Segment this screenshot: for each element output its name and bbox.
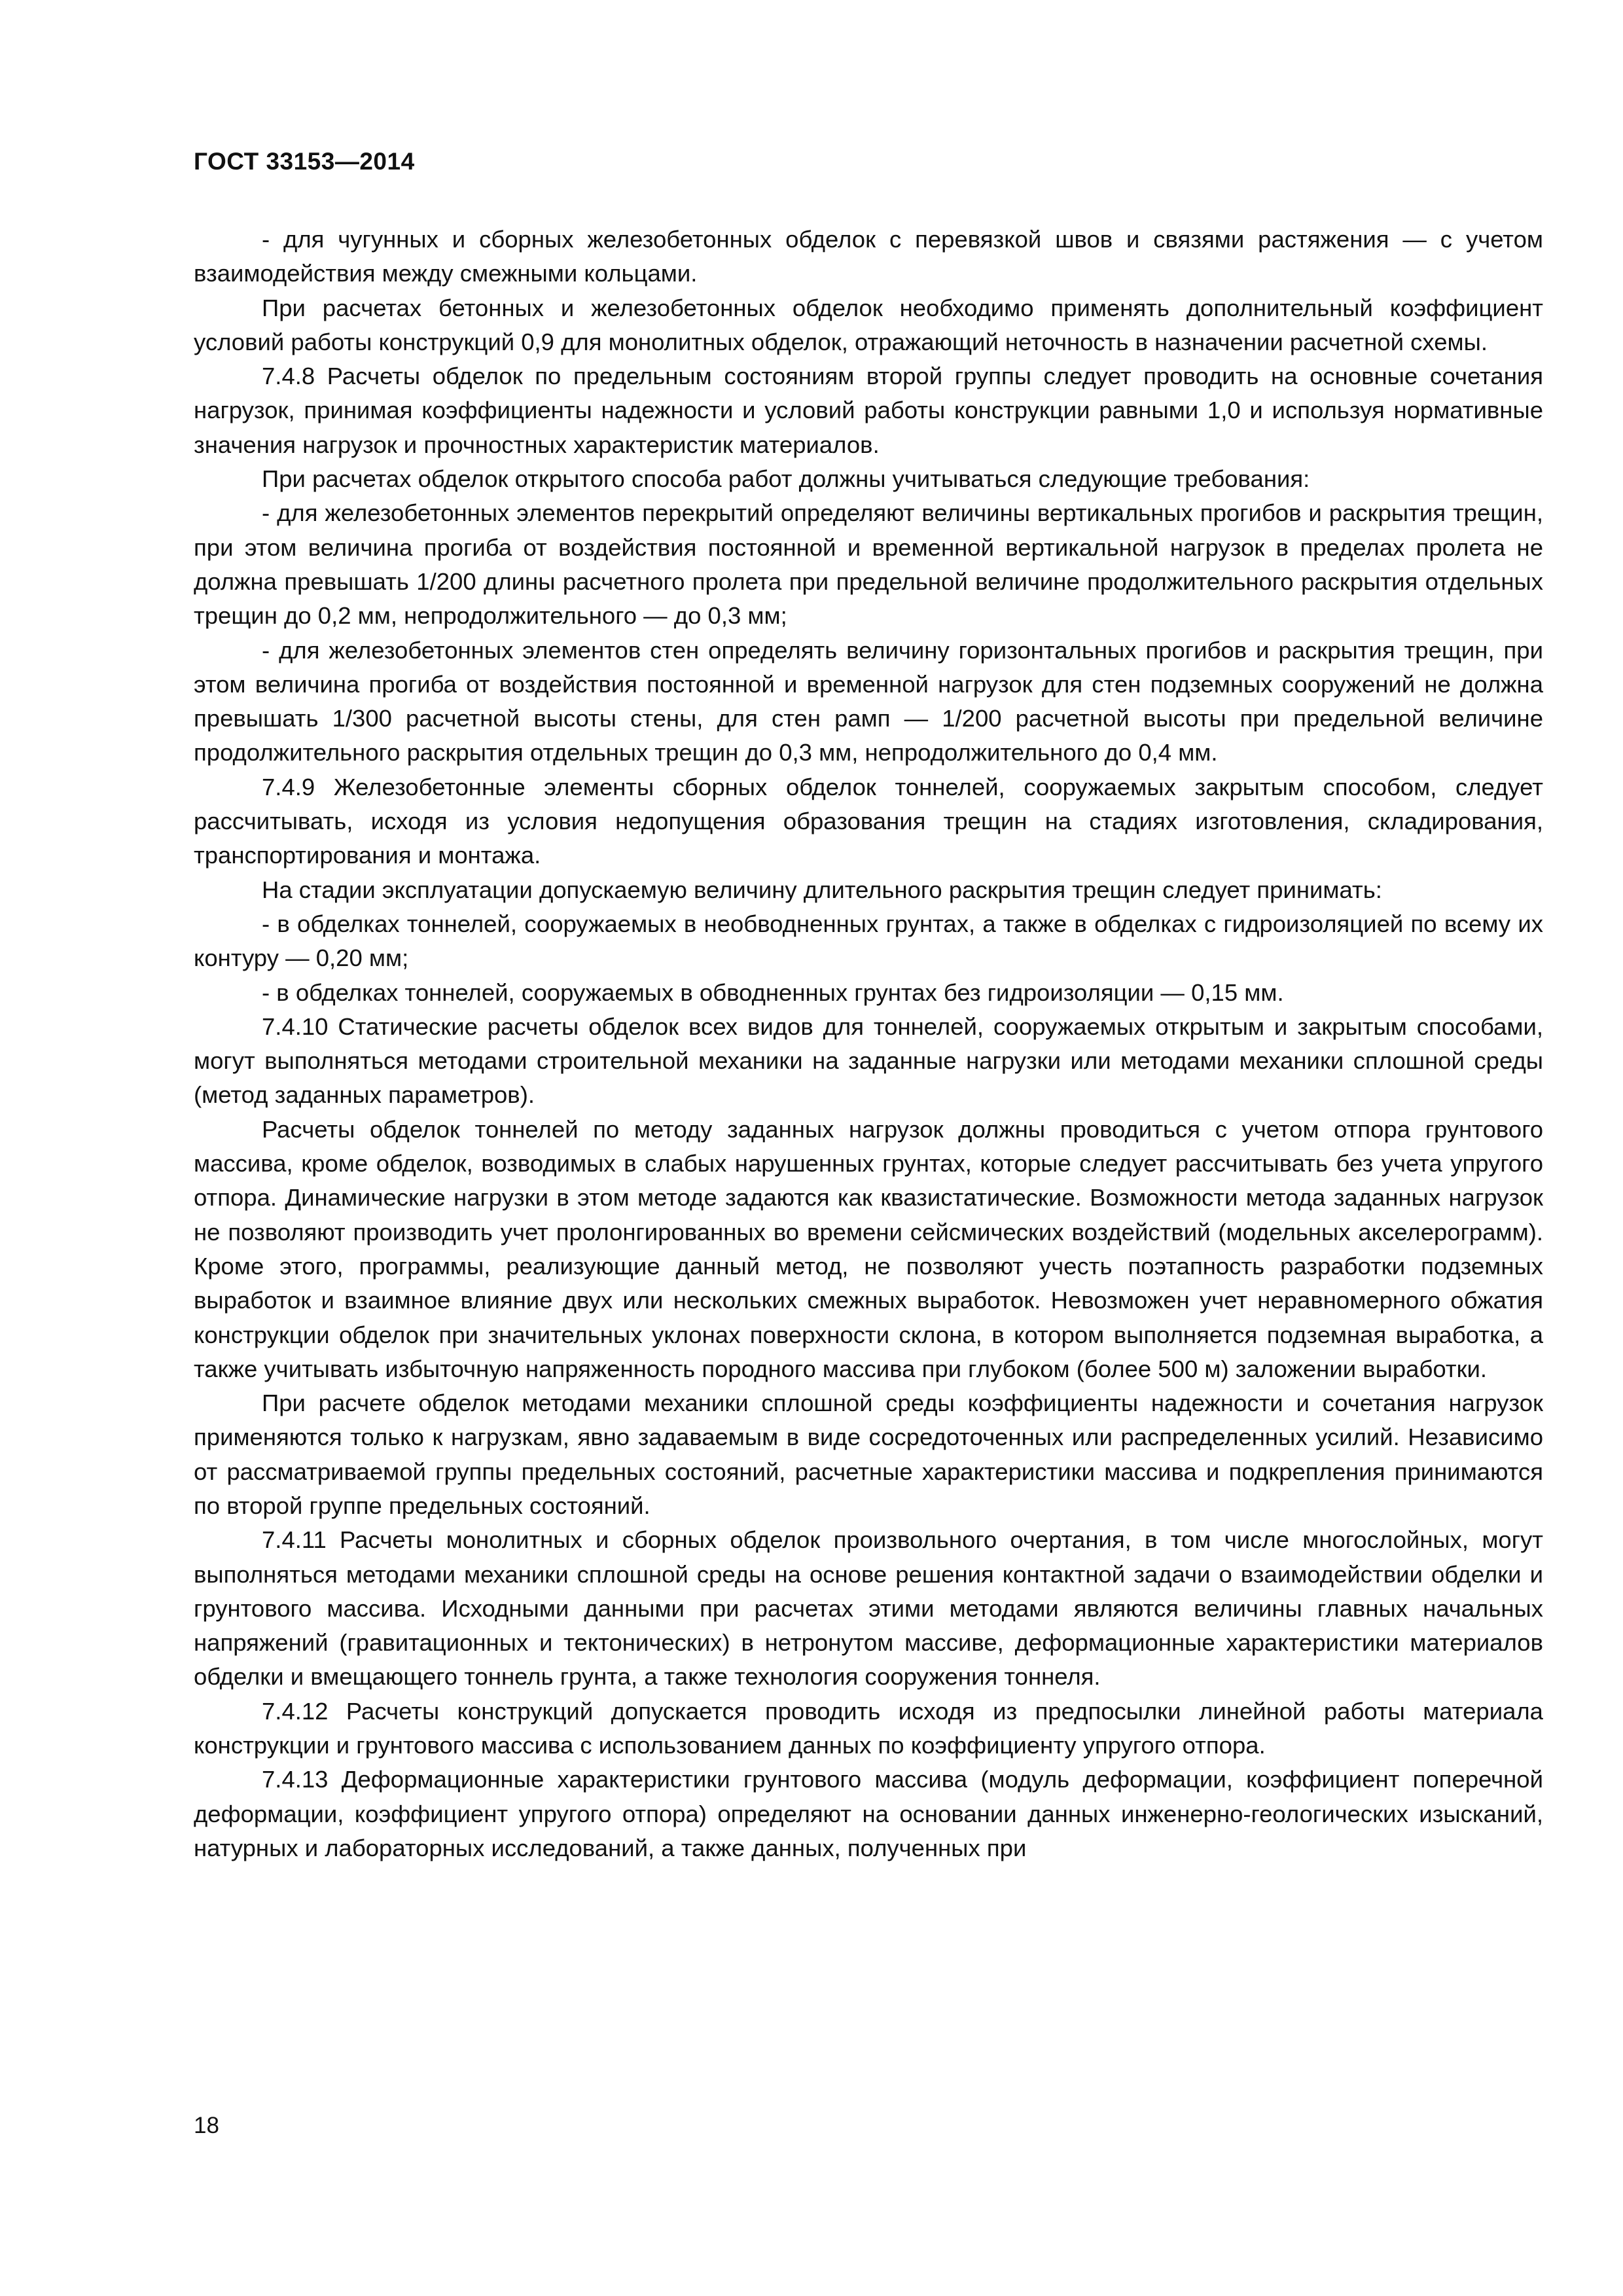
paragraph: 7.4.8 Расчеты обделок по предельным состояниям второй группы следует проводить на основные сочетания нагрузок, принимая коэффициенты надежности и условий работы конструкции равными 1,0 и используя нормативные значения нагрузок и прочностных характеристик материалов.: [194, 363, 1543, 458]
paragraph: При расчете обделок методами механики сплошной среды коэффициенты надежности и сочетания нагрузок применяются только к нагрузкам, явно задаваемым в виде сосредоточенных или распределенных усилий. Независимо от рассматриваемой группы предельных состояний, расчетные характеристики массива и подкрепления принимаются по второй группе предельных состояний.: [194, 1390, 1543, 1519]
paragraph: - для железобетонных элементов стен определять величину горизонтальных прогибов и раскрытия трещин, при этом величина прогиба от воздействия постоянной и временной нагрузок для стен подземных сооружений не должна превышать 1/300 расчетной высоты стены, для стен рамп — 1/200 расчетной высоты при предельной величине продолжительного раскрытия отдельных трещин до 0,3 мм, непродолжительного до 0,4 мм.: [194, 636, 1543, 766]
paragraph: 7.4.13 Деформационные характеристики грунтового массива (модуль деформации, коэффициент поперечной деформации, коэффициент упругого отпора) определяют на основании данных инженерно-геологических изысканий, натурных и лабораторных исследований, а также данных, полученных при: [194, 1766, 1543, 1861]
standard-header: ГОСТ 33153—2014: [194, 148, 415, 175]
document-body: [194, 223, 1543, 1865]
page-number: 18: [194, 2113, 219, 2138]
paragraph: 7.4.10 Статические расчеты обделок всех видов для тоннелей, сооружаемых открытым и закрытым способами, могут выполняться методами строительной механики на заданные нагрузки или методами механики сплошной среды (метод заданных параметров).: [194, 1013, 1543, 1109]
paragraph: - для чугунных и сборных железобетонных обделок с перевязкой швов и связями растяжения — с учетом взаимодействия между смежными кольцами.: [194, 226, 1543, 287]
paragraph: 7.4.12 Расчеты конструкций допускается проводить исходя из предпосылки линейной работы материала конструкции и грунтового массива с использованием данных по коэффициенту упругого отпора.: [194, 1697, 1543, 1759]
paragraph: 7.4.11 Расчеты монолитных и сборных обделок произвольного очертания, в том числе многослойных, могут выполняться методами механики сплошной среды на основе решения контактной задачи о взаимодействии обделки и грунтового массива. Исходными данными при расчетах этими методами являются величины главных начальных напряжений (гравитационных и тектонических) в нетронутом массиве, деформационные характеристики материалов обделки и вмещающего тоннель грунта, а также технология сооружения тоннеля.: [194, 1526, 1543, 1691]
paragraph: 7.4.9 Железобетонные элементы сборных обделок тоннелей, сооружаемых закрытым способом, следует рассчитывать, исходя из условия недопущения образования трещин на стадиях изготовления, складирования, транспортирования и монтажа.: [194, 773, 1543, 869]
paragraph: Расчеты обделок тоннелей по методу заданных нагрузок должны проводиться с учетом отпора грунтового массива, кроме обделок, возводимых в слабых нарушенных грунтах, которые следует рассчитывать без учета упругого отпора. Динамические нагрузки в этом методе задаются как квазистатические. Возможности метода заданных нагрузок не позволяют производить учет пролонгированных во времени сейсмических воздействий (модельных акселерограмм). Кроме этого, программы, реализующие данный метод, не позволяют учесть поэтапность разработки подземных выработок и взаимное влияние двух или нескольких смежных выработок. Невозможен учет неравномерного обжатия конструкции обделок при значительных уклонах поверхности склона, в котором выполняется подземная выработка, а также учитывать избыточную напряженность породного массива при глубоком (более 500 м) заложении выработки.: [194, 1115, 1543, 1382]
paragraph: - в обделках тоннелей, сооружаемых в обводненных грунтах без гидроизоляции — 0,15 мм.: [262, 978, 1284, 1006]
paragraph: - в обделках тоннелей, сооружаемых в необводненных грунтах, а также в обделках с гидроизоляцией по всему их контуру — 0,20 мм;: [194, 910, 1543, 972]
paragraph: На стадии эксплуатации допускаемую величину длительного раскрытия трещин следует принимать:: [262, 876, 1382, 903]
paragraph: При расчетах бетонных и железобетонных обделок необходимо применять дополнительный коэффициент условий работы конструкций 0,9 для монолитных обделок, отражающий неточность в назначении расчетной схемы.: [194, 294, 1543, 355]
paragraph: При расчетах обделок открытого способа работ должны учитываться следующие требования:: [262, 465, 1310, 493]
paragraph: - для железобетонных элементов перекрытий определяют величины вертикальных прогибов и раскрытия трещин, при этом величина прогиба от воздействия постоянной и временной вертикальной нагрузок в пределах пролета не должна превышать 1/200 длины расчетного пролета при предельной величине продолжительного раскрытия отдельных трещин до 0,2 мм, непродолжительного — до 0,3 мм;: [194, 499, 1543, 630]
